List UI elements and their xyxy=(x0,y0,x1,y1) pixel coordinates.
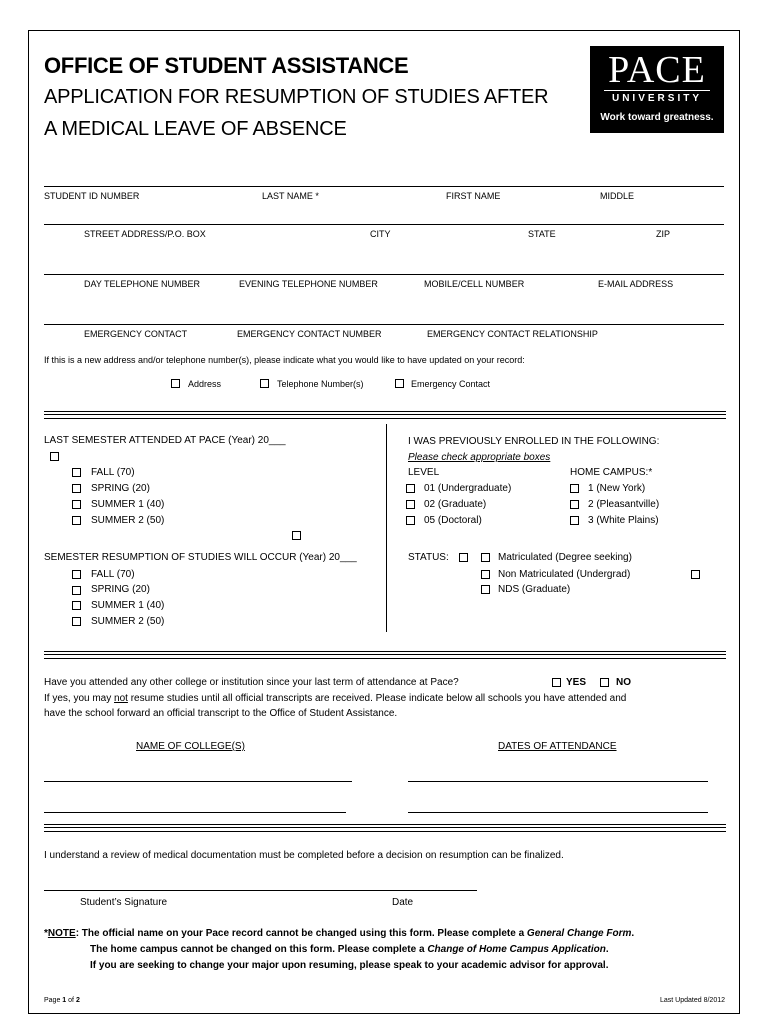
status-extra-checkbox[interactable] xyxy=(459,553,468,562)
transcript-not: not xyxy=(114,693,128,704)
resume-spring-checkbox[interactable] xyxy=(72,586,81,595)
level-doctoral-label: 05 (Doctoral) xyxy=(424,515,482,526)
note-asterisk: * xyxy=(44,928,48,939)
address-update-checkbox[interactable] xyxy=(171,379,180,388)
address-line[interactable] xyxy=(44,224,724,225)
last-summer1-checkbox[interactable] xyxy=(72,500,81,509)
yes-checkbox[interactable] xyxy=(552,678,561,687)
office-title: OFFICE OF STUDENT ASSISTANCE xyxy=(44,53,409,78)
campus-ny-label: 1 (New York) xyxy=(588,483,646,494)
section-divider-3 xyxy=(44,824,726,832)
last-fall-label: FALL (70) xyxy=(91,467,135,478)
resumption-label: SEMESTER RESUMPTION OF STUDIES WILL OCCUR (Year) 20___ xyxy=(44,552,357,563)
note-line-1 xyxy=(44,928,634,939)
emergency-contact-label: EMERGENCY CONTACT xyxy=(84,329,188,339)
level-undergrad-checkbox[interactable] xyxy=(406,484,415,493)
last-name-label: LAST NAME * xyxy=(262,191,319,201)
page-current: 1 xyxy=(62,997,67,1004)
evening-phone-label: EVENING TELEPHONE NUMBER xyxy=(239,279,378,289)
note-line2-text: The home campus cannot be changed on this form. Please complete a xyxy=(90,944,428,955)
level-grad-label: 02 (Graduate) xyxy=(424,499,487,510)
level-label: LEVEL xyxy=(408,467,440,478)
status-matriculated-checkbox[interactable] xyxy=(481,553,490,562)
note-line-3: If you are seeking to change your major upon resuming, please speak to your academic advisor for approval. xyxy=(90,960,609,971)
note-line1-text: : The official name on your Pace record cannot be changed using this form. Please complete a xyxy=(75,928,527,939)
resume-summer2-label: SUMMER 2 (50) xyxy=(91,616,165,627)
mobile-label: MOBILE/CELL NUMBER xyxy=(424,279,525,289)
page-total: 2 xyxy=(75,997,80,1004)
emergency-relationship-label: EMERGENCY CONTACT RELATIONSHIP xyxy=(427,329,598,339)
signature-label: Student’s Signature xyxy=(80,897,168,908)
logo-tagline: Work toward greatness. xyxy=(600,112,714,123)
dates-line-1[interactable] xyxy=(408,781,708,782)
page-pre: Page xyxy=(44,997,63,1004)
last-spring-checkbox[interactable] xyxy=(72,484,81,493)
level-doctoral-checkbox[interactable] xyxy=(406,516,415,525)
section-divider xyxy=(44,411,726,419)
medical-review-statement: I understand a review of medical documentation must be completed before a decision on resumption can be finalized. xyxy=(44,850,564,861)
yes-label: YES xyxy=(566,677,587,688)
status-label: STATUS: xyxy=(408,552,449,563)
campus-whiteplains-checkbox[interactable] xyxy=(570,516,579,525)
form-title-line2: A MEDICAL LEAVE OF ABSENCE xyxy=(44,118,347,140)
stray-checkbox[interactable] xyxy=(292,531,301,540)
update-note: If this is a new address and/or telephone number(s), please indicate what you would like to have updated on your record: xyxy=(44,355,525,365)
student-id-label: STUDENT ID NUMBER xyxy=(44,191,140,201)
no-label: NO xyxy=(616,677,631,688)
transcript-pre: If yes, you may xyxy=(44,693,115,704)
form-title-line1: APPLICATION FOR RESUMPTION OF STUDIES AFTER xyxy=(44,86,549,108)
enrolled-label: I WAS PREVIOUSLY ENROLLED IN THE FOLLOWING: xyxy=(408,436,660,447)
city-label: CITY xyxy=(370,229,391,239)
transcript-forward: have the school forward an official transcript to the Office of Student Assistance. xyxy=(44,708,398,719)
note-label: NOTE xyxy=(47,928,76,939)
page-mid: of xyxy=(66,997,76,1004)
note-line1-end: . xyxy=(631,928,635,939)
status-nonmatriculated-label: Non Matriculated (Undergrad) xyxy=(498,569,631,580)
section-divider-2 xyxy=(44,651,726,659)
last-fall-checkbox[interactable] xyxy=(72,468,81,477)
street-label: STREET ADDRESS/P.O. BOX xyxy=(84,229,206,239)
level-grad-checkbox[interactable] xyxy=(406,500,415,509)
last-semester-label: LAST SEMESTER ATTENDED AT PACE (Year) 20___ xyxy=(44,435,286,446)
status-matriculated-label: Matriculated (Degree seeking) xyxy=(498,552,632,563)
change-campus-application: Change of Home Campus Application xyxy=(427,944,606,955)
phone-update-label: Telephone Number(s) xyxy=(277,379,364,389)
middle-label: MIDDLE xyxy=(600,191,635,201)
last-semester-extra-checkbox[interactable] xyxy=(50,452,59,461)
logo-rule xyxy=(604,90,710,91)
logo-university: UNIVERSITY xyxy=(611,93,702,104)
resume-summer2-checkbox[interactable] xyxy=(72,617,81,626)
emergency-number-label: EMERGENCY CONTACT NUMBER xyxy=(237,329,382,339)
page-number xyxy=(44,997,80,1004)
first-name-label: FIRST NAME xyxy=(446,191,501,201)
resume-spring-label: SPRING (20) xyxy=(91,584,150,595)
emergency-update-checkbox[interactable] xyxy=(395,379,404,388)
campus-pleasantville-label: 2 (Pleasantville) xyxy=(588,499,660,510)
last-summer1-label: SUMMER 1 (40) xyxy=(91,499,165,510)
address-update-label: Address xyxy=(188,379,222,389)
level-undergrad-label: 01 (Undergraduate) xyxy=(424,483,512,494)
status-nds-checkbox[interactable] xyxy=(481,585,490,594)
last-summer2-label: SUMMER 2 (50) xyxy=(91,515,165,526)
campus-ny-checkbox[interactable] xyxy=(570,484,579,493)
note-line-2 xyxy=(90,944,609,955)
campus-pleasantville-checkbox[interactable] xyxy=(570,500,579,509)
dates-line-2[interactable] xyxy=(408,812,708,813)
college-name-line-1[interactable] xyxy=(44,781,352,782)
phone-update-checkbox[interactable] xyxy=(260,379,269,388)
home-campus-label: HOME CAMPUS:* xyxy=(570,467,653,478)
transcript-post: resume studies until all official transcripts are received. Please indicate below all schools you have attended and xyxy=(127,693,627,704)
dates-header: DATES OF ATTENDANCE xyxy=(498,741,617,752)
status-nonmatriculated-checkbox[interactable] xyxy=(481,570,490,579)
student-info-line[interactable] xyxy=(44,186,724,187)
no-checkbox[interactable] xyxy=(600,678,609,687)
campus-whiteplains-label: 3 (White Plains) xyxy=(588,515,659,526)
date-label: Date xyxy=(392,897,414,908)
other-college-question: Have you attended any other college or institution since your last term of attendance at Pace? xyxy=(44,677,459,688)
email-label: E-MAIL ADDRESS xyxy=(598,279,674,289)
resume-summer1-label: SUMMER 1 (40) xyxy=(91,600,165,611)
college-name-line-2[interactable] xyxy=(44,812,346,813)
logo-name: PACE xyxy=(608,49,706,91)
last-summer2-checkbox[interactable] xyxy=(72,516,81,525)
emergency-update-label: Emergency Contact xyxy=(411,379,491,389)
resume-fall-checkbox[interactable] xyxy=(72,570,81,579)
general-change-form: General Change Form xyxy=(526,928,632,939)
transcript-requirement xyxy=(44,693,626,704)
last-spring-label: SPRING (20) xyxy=(91,483,150,494)
status-extra-checkbox-right[interactable] xyxy=(691,570,700,579)
note-line2-end: . xyxy=(605,944,609,955)
signature-line[interactable] xyxy=(44,890,477,891)
last-updated: Last Updated 8/2012 xyxy=(660,997,725,1004)
state-label: STATE xyxy=(528,229,556,239)
phone-line[interactable] xyxy=(44,274,724,275)
resume-summer1-checkbox[interactable] xyxy=(72,601,81,610)
status-nds-label: NDS (Graduate) xyxy=(498,584,571,595)
college-name-header: NAME OF COLLEGE(S) xyxy=(136,741,245,752)
pace-university-logo xyxy=(590,46,724,133)
column-divider xyxy=(386,424,387,632)
day-phone-label: DAY TELEPHONE NUMBER xyxy=(84,279,201,289)
check-boxes-hint: Please check appropriate boxes xyxy=(408,452,551,463)
emergency-line[interactable] xyxy=(44,324,724,325)
zip-label: ZIP xyxy=(656,229,671,239)
resume-fall-label: FALL (70) xyxy=(91,569,135,580)
